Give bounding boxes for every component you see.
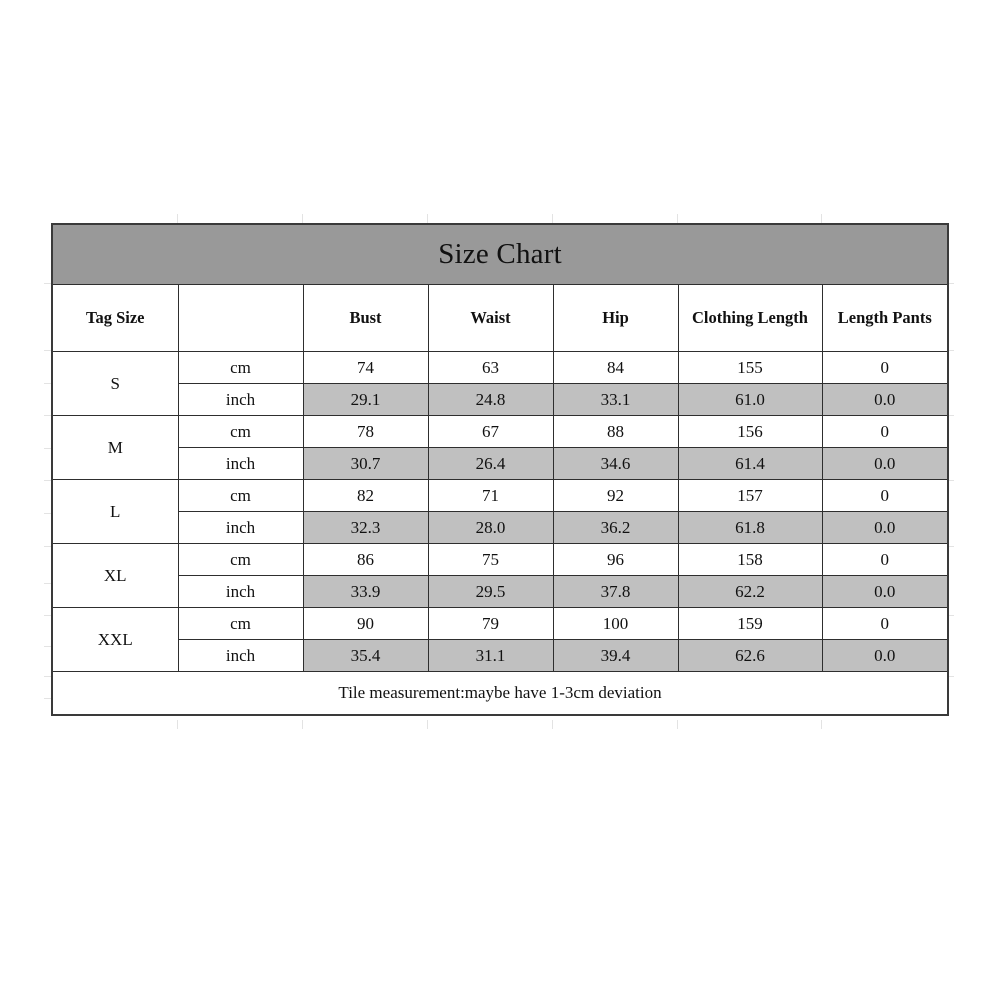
column-header-clothing-length: Clothing Length (678, 285, 822, 352)
gridline (44, 583, 51, 584)
gridline (44, 283, 51, 284)
cell-length-pants: 0.0 (822, 384, 948, 416)
cell-waist: 29.5 (428, 576, 553, 608)
gridline (44, 676, 51, 677)
cell-waist: 63 (428, 352, 553, 384)
cell-bust: 82 (303, 480, 428, 512)
cell-hip: 34.6 (553, 448, 678, 480)
cell-length-pants: 0 (822, 544, 948, 576)
cell-length-pants: 0.0 (822, 576, 948, 608)
table-row-xxl-cm (52, 608, 948, 640)
gridline (44, 415, 51, 416)
cell-length-pants: 0 (822, 416, 948, 448)
cell-bust: 32.3 (303, 512, 428, 544)
cell-clothing-length: 159 (678, 608, 822, 640)
gridline (44, 448, 51, 449)
cell-bust: 29.1 (303, 384, 428, 416)
table-row-l-inch (52, 512, 948, 544)
unit-label: cm (178, 480, 303, 512)
table-row-xxl-inch (52, 640, 948, 672)
size-label: L (52, 480, 178, 544)
gridline (427, 214, 428, 223)
cell-length-pants: 0.0 (822, 448, 948, 480)
gridline (821, 720, 822, 729)
gridline (44, 546, 51, 547)
unit-label: inch (178, 448, 303, 480)
cell-waist: 28.0 (428, 512, 553, 544)
header-row (52, 285, 948, 352)
table-row-s-cm (52, 352, 948, 384)
gridline (44, 480, 51, 481)
table-row-m-cm (52, 416, 948, 448)
cell-bust: 33.9 (303, 576, 428, 608)
size-chart-table (51, 223, 949, 716)
cell-hip: 36.2 (553, 512, 678, 544)
gridline (677, 720, 678, 729)
cell-clothing-length: 61.0 (678, 384, 822, 416)
size-label: S (52, 352, 178, 416)
cell-clothing-length: 157 (678, 480, 822, 512)
gridline (44, 698, 51, 699)
table-title: Size Chart (52, 224, 948, 285)
cell-clothing-length: 155 (678, 352, 822, 384)
gridline (44, 383, 51, 384)
cell-length-pants: 0 (822, 608, 948, 640)
column-header-bust: Bust (303, 285, 428, 352)
cell-hip: 39.4 (553, 640, 678, 672)
gridline (44, 513, 51, 514)
cell-length-pants: 0.0 (822, 640, 948, 672)
size-label: XXL (52, 608, 178, 672)
gridline (302, 214, 303, 223)
cell-bust: 30.7 (303, 448, 428, 480)
gridline (427, 720, 428, 729)
cell-bust: 86 (303, 544, 428, 576)
cell-waist: 24.8 (428, 384, 553, 416)
column-header-hip: Hip (553, 285, 678, 352)
table-row-xl-cm (52, 544, 948, 576)
column-header-length-pants: Length Pants (822, 285, 948, 352)
table-row-xl-inch (52, 576, 948, 608)
unit-label: inch (178, 512, 303, 544)
gridline (677, 214, 678, 223)
unit-label: inch (178, 384, 303, 416)
cell-bust: 78 (303, 416, 428, 448)
unit-label: cm (178, 416, 303, 448)
cell-clothing-length: 158 (678, 544, 822, 576)
unit-label: inch (178, 576, 303, 608)
unit-label: cm (178, 544, 303, 576)
cell-bust: 90 (303, 608, 428, 640)
cell-hip: 88 (553, 416, 678, 448)
gridline (302, 720, 303, 729)
cell-waist: 67 (428, 416, 553, 448)
gridline (821, 214, 822, 223)
gridline (552, 214, 553, 223)
table-row-l-cm (52, 480, 948, 512)
cell-length-pants: 0 (822, 480, 948, 512)
cell-waist: 71 (428, 480, 553, 512)
cell-hip: 37.8 (553, 576, 678, 608)
cell-length-pants: 0 (822, 352, 948, 384)
cell-bust: 74 (303, 352, 428, 384)
cell-waist: 79 (428, 608, 553, 640)
cell-clothing-length: 61.4 (678, 448, 822, 480)
gridline (44, 350, 51, 351)
gridline (44, 646, 51, 647)
column-header-unit (178, 285, 303, 352)
cell-waist: 75 (428, 544, 553, 576)
unit-label: cm (178, 608, 303, 640)
cell-hip: 84 (553, 352, 678, 384)
gridline (44, 615, 51, 616)
unit-label: cm (178, 352, 303, 384)
cell-length-pants: 0.0 (822, 512, 948, 544)
unit-label: inch (178, 640, 303, 672)
cell-hip: 33.1 (553, 384, 678, 416)
column-header-tag-size: Tag Size (52, 285, 178, 352)
cell-waist: 31.1 (428, 640, 553, 672)
measurement-note: Tile measurement:maybe have 1-3cm deviation (52, 672, 948, 716)
cell-clothing-length: 61.8 (678, 512, 822, 544)
gridline (552, 720, 553, 729)
size-label: XL (52, 544, 178, 608)
cell-clothing-length: 156 (678, 416, 822, 448)
table-row-m-inch (52, 448, 948, 480)
gridline (177, 214, 178, 223)
note-row (52, 672, 948, 716)
size-label: M (52, 416, 178, 480)
cell-bust: 35.4 (303, 640, 428, 672)
title-row (52, 224, 948, 285)
cell-waist: 26.4 (428, 448, 553, 480)
gridline (177, 720, 178, 729)
cell-hip: 92 (553, 480, 678, 512)
cell-hip: 96 (553, 544, 678, 576)
table-row-s-inch (52, 384, 948, 416)
cell-hip: 100 (553, 608, 678, 640)
cell-clothing-length: 62.2 (678, 576, 822, 608)
column-header-waist: Waist (428, 285, 553, 352)
cell-clothing-length: 62.6 (678, 640, 822, 672)
